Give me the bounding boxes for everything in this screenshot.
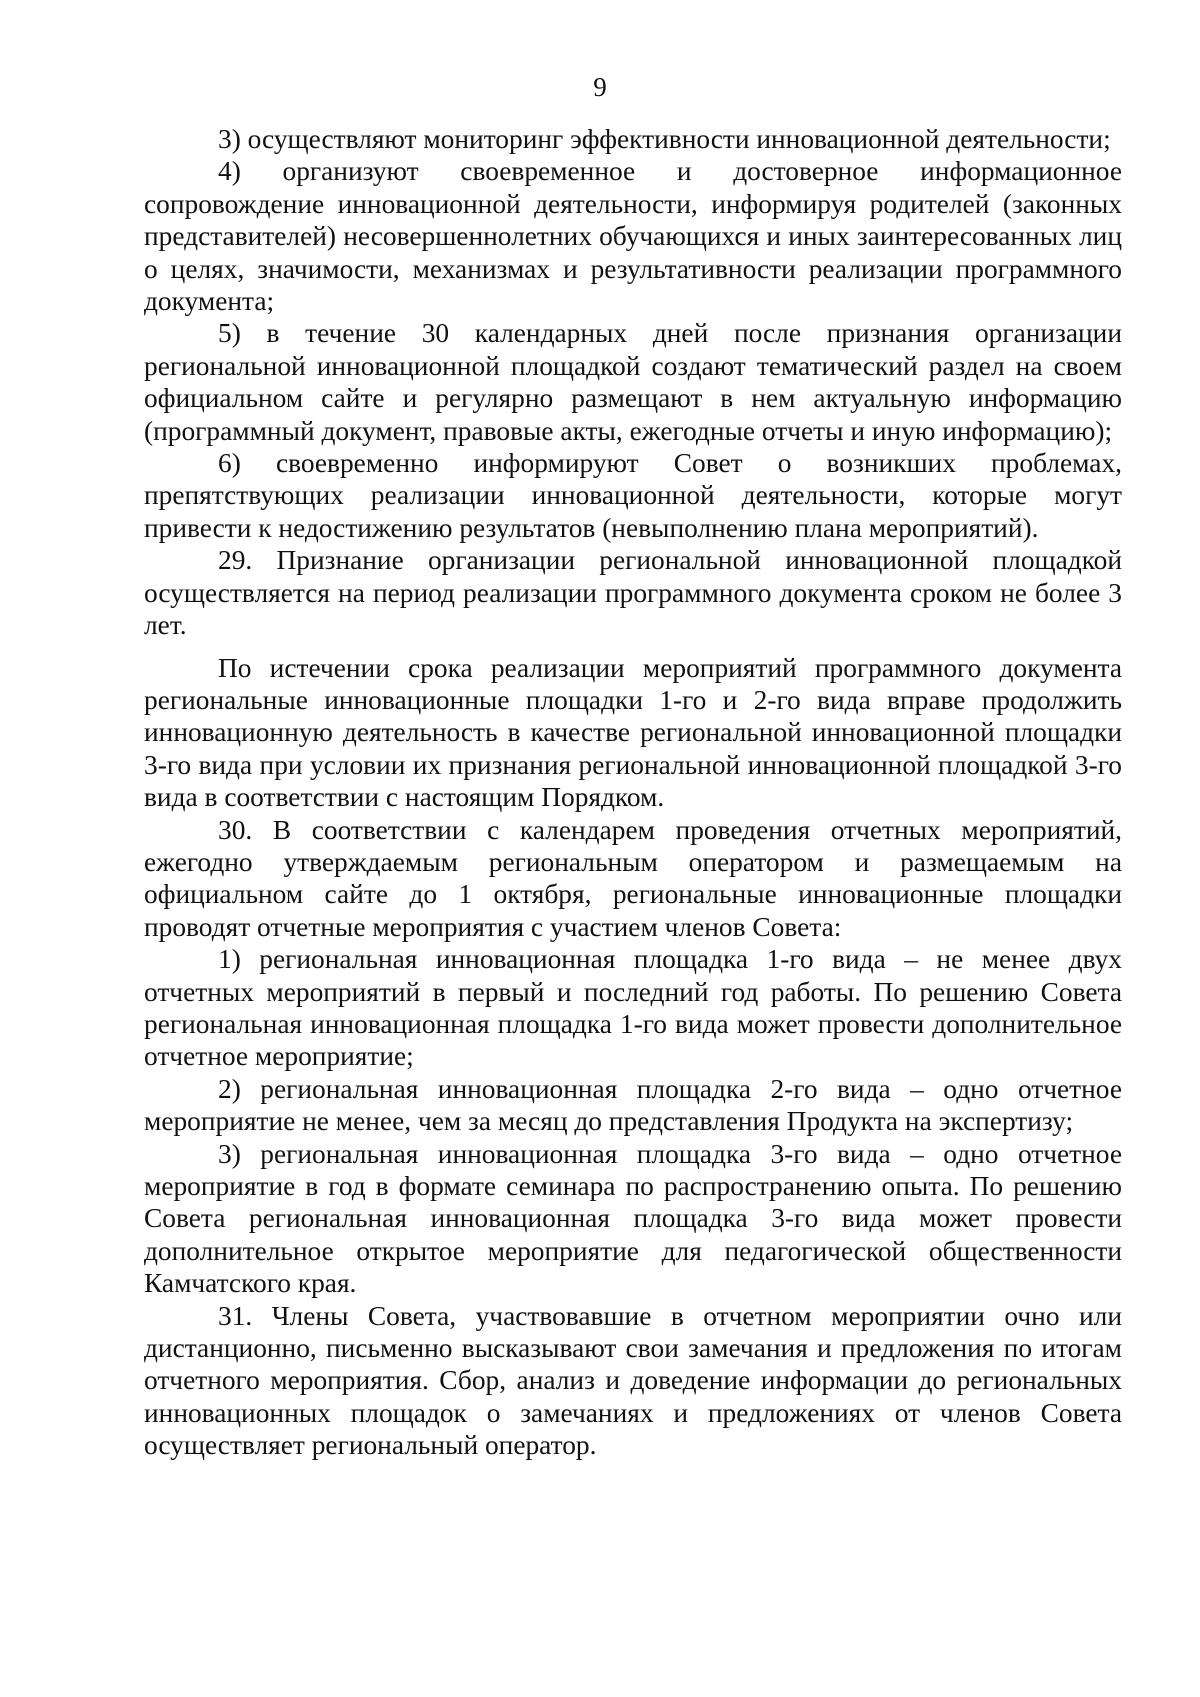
paragraph-clause-29: 29. Признание организации региональной инновационной площадкой осуществляется на период реализации программного документа сроком не более 3 лет. (144, 545, 1122, 641)
paragraph-clause-30-item-1: 1) региональная инновационная площадка 1-го вида – не менее двух отчетных мероприятий в первый и последний год работы. По решению Совета региональная инновационная площадка 1-го вида может провести дополнительное отчетное мероприятие; (144, 944, 1122, 1072)
paragraph-item-3-monitoring: 3) осуществляют мониторинг эффективности инновационной деятельности; (218, 124, 1111, 154)
paragraph-clause-30-item-2: 2) региональная инновационная площадка 2-го вида – одно отчетное мероприятие не менее, чем за месяц до представления Продукта на экспертизу; (144, 1073, 1122, 1137)
paragraph-clause-30-item-3: 3) региональная инновационная площадка 3-го вида – одно отчетное мероприятие в год в формате семинара по распространению опыта. По решению Совета региональная инновационная площадка 3-го вида может провести дополнительное открытое мероприятие для педагогической общественности Камчатского края. (144, 1138, 1122, 1299)
paragraph-item-4-information-support: 4) организуют своевременное и достоверное информационное сопровождение инновационной деятельности, информируя родителей (законных представителей) несовершеннолетних обучающихся и иных заинтересованных лиц о целях, значимости, механизмах и результативности реализации программного документа; (144, 156, 1122, 317)
paragraph-clause-31: 31. Члены Совета, участвовавшие в отчетном мероприятии очно или дистанционно, письменно высказывают свои замечания и предложения по итогам отчетного мероприятия. Сбор, анализ и доведение информации до региональных инновационных площадок о замечаниях и предложениях от членов Совета осуществляет региональный оператор. (144, 1300, 1122, 1461)
paragraph-item-5-website-section: 5) в течение 30 календарных дней после признания организации региональной инновационной площадкой создают тематический раздел на своем официальном сайте и регулярно размещают в нем актуальную информацию (программный документ, правовые акты, ежегодные отчеты и иную информацию); (144, 318, 1122, 446)
paragraph-item-6-problem-reporting: 6) своевременно информируют Совет о возникших проблемах, препятствующих реализации инновационной деятельности, которые могут привести к недостижению результатов (невыполнению плана мероприятий). (144, 448, 1122, 543)
paragraph-clause-30: 30. В соответствии с календарем проведения отчетных мероприятий, ежегодно утверждаемым региональным оператором и размещаемым на официальном сайте до 1 октября, региональные инновационные площадки проводят отчетные мероприятия с участием членов Совета: (144, 814, 1122, 942)
document-body (144, 123, 1122, 1462)
page-number: 9 (593, 72, 607, 102)
paragraph-clause-29-continuation: По истечении срока реализации мероприятий программного документа региональные инновационные площадки 1-го и 2-го вида вправе продолжить инновационную деятельность в качестве региональной инновационной площадки 3-го вида при условии их признания региональной инновационной площадкой 3-го вида в соответствии с настоящим Порядком. (144, 652, 1122, 813)
